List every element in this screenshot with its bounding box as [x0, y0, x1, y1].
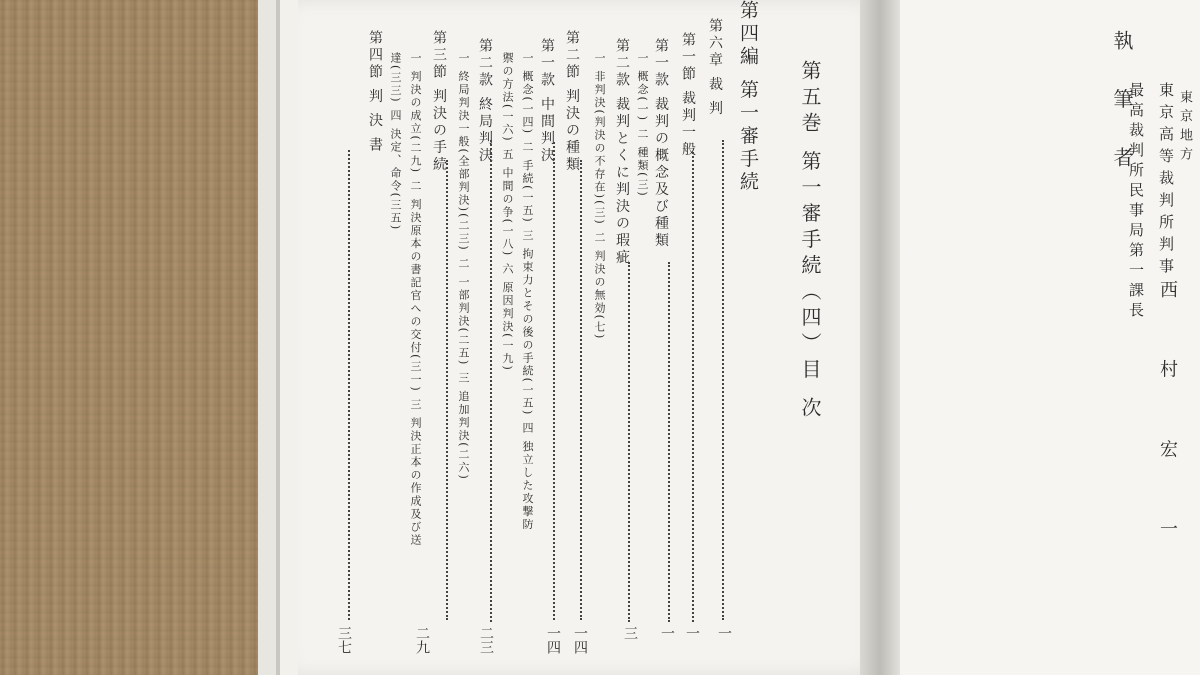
- page-number: 一: [684, 626, 700, 640]
- part-heading: 第四編 第一審手続: [737, 0, 759, 195]
- page-number: 一四: [545, 626, 561, 654]
- item-heading: 第一款 中間判決: [539, 38, 555, 165]
- page-number: 二三: [478, 626, 494, 654]
- page-number: 一四: [572, 626, 588, 654]
- item-subentries: 一 非判決(判決の不存在)(三) 二 判決の無効(七): [593, 52, 606, 341]
- item-subentries: 一 終局判決一般(全部判決)(二三) 二 一部判決(二五) 三 追加判決(二六): [457, 52, 470, 481]
- page-number: 二九: [414, 626, 430, 654]
- leader-dots: [553, 142, 555, 620]
- toc-page: [298, 0, 880, 675]
- page-number: 三七: [336, 626, 352, 654]
- leader-dots: [580, 160, 582, 620]
- book-gutter: [860, 0, 900, 675]
- page-edge-light: [280, 0, 298, 675]
- author-role: 最高裁判所民事局第一課長: [1127, 82, 1145, 322]
- item-subentries: 一 概念(一四) 二 手続(一五) 三 拘束力とその後の手続(一五) 四 独立した攻撃防: [521, 52, 534, 532]
- leader-dots: [628, 262, 630, 622]
- leader-dots: [348, 150, 350, 620]
- section-heading: 第二節 判決の種類: [564, 30, 580, 174]
- page-number: 一: [659, 626, 675, 640]
- item-subentries: 達(三三) 四 決定、命令(三五): [389, 52, 402, 232]
- item-heading: 第二款 裁判とくに判決の瑕疵: [614, 38, 630, 267]
- leader-dots: [722, 140, 724, 620]
- toc-title: 第五巻 第一審手続（四）目 次: [798, 60, 822, 423]
- leader-dots: [692, 152, 694, 622]
- page-number: 一: [716, 626, 732, 640]
- wood-grain: [0, 0, 300, 675]
- item-subentries: 一 判決の成立(二九) 二 判決原本の書記官への交付(三一) 三 判決正本の作成及び送: [409, 52, 422, 547]
- author-role: 東京高等裁判所判事: [1157, 82, 1175, 280]
- page-edges: [258, 0, 278, 675]
- section-heading: 第四節 判 決 書: [367, 30, 383, 155]
- authors-page: [900, 0, 1200, 675]
- section-heading: 第三節 判決の手続: [431, 30, 447, 174]
- item-heading: 第二款 終局判決: [477, 38, 493, 165]
- page-number: 三: [622, 626, 638, 640]
- leader-dots: [490, 140, 492, 622]
- item-subentries: 一 概念(一) 二 種類(三): [636, 52, 649, 198]
- item-heading: 第一款 裁判の概念及び種類: [653, 38, 669, 250]
- author-name: 西 村 宏 一: [1157, 280, 1178, 566]
- leader-dots: [446, 160, 448, 620]
- leader-dots: [668, 262, 670, 622]
- chapter-heading: 第六章 裁 判: [707, 18, 723, 118]
- authors-heading: 執 筆 者: [1110, 30, 1134, 183]
- author-fragment: 東京地方: [1177, 90, 1192, 166]
- item-subentries: 禦の方法(一六) 五 中間の争(一八) 六 原因判決(一九): [501, 52, 514, 372]
- section-heading: 第一節 裁判一般: [680, 32, 696, 159]
